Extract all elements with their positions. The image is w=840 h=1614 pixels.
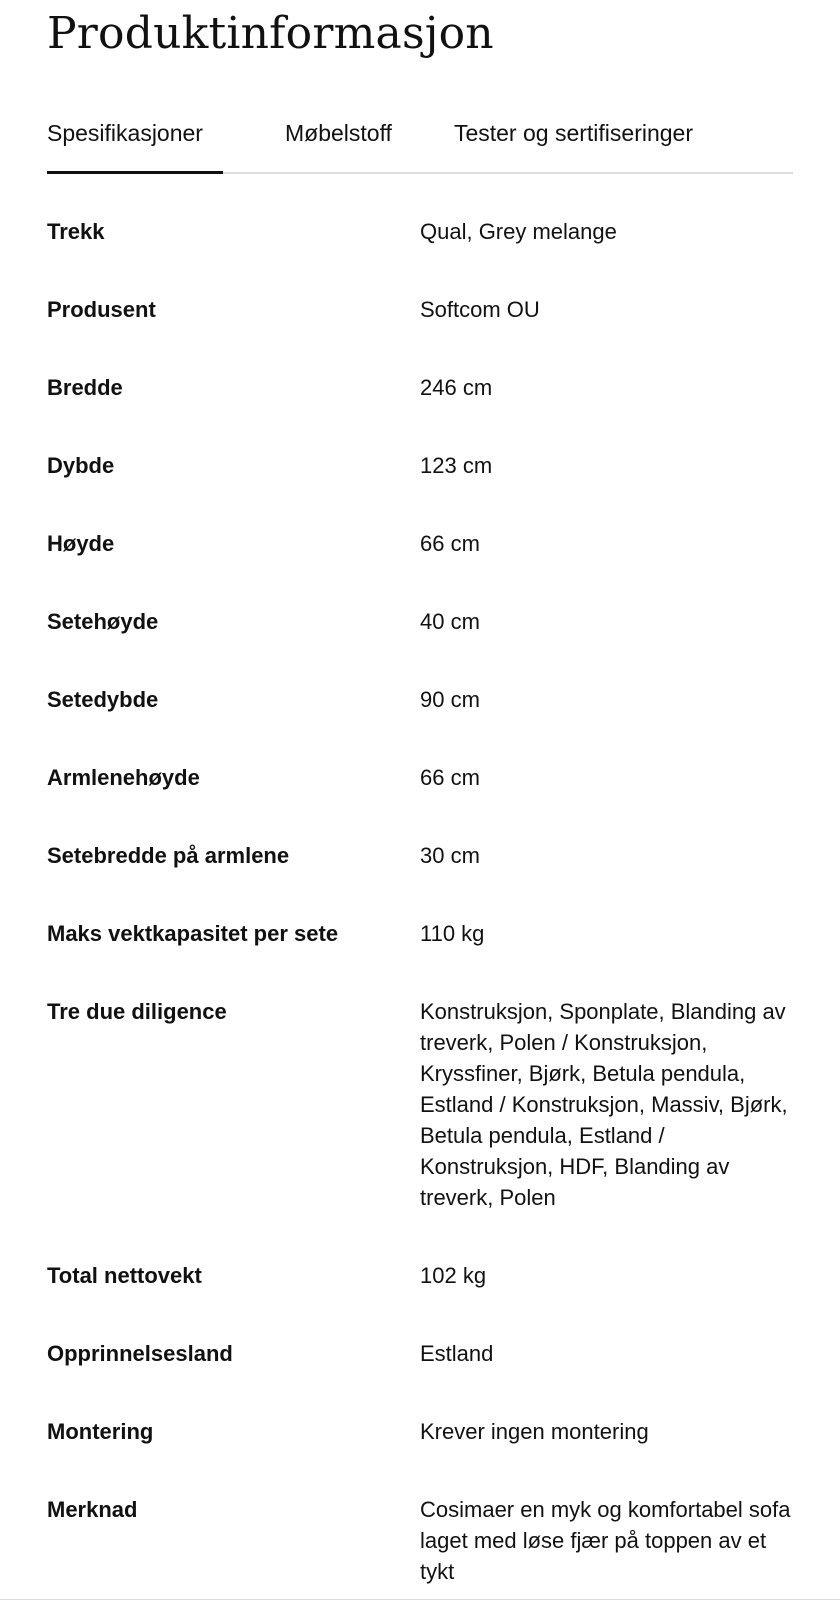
spec-value: Estland [420, 1341, 494, 1366]
spec-value: 40 cm [420, 609, 480, 634]
spec-label: Bredde [47, 375, 123, 400]
spec-label: Armlenehøyde [47, 765, 200, 790]
spec-label: Maks vektkapasitet per sete [47, 921, 339, 946]
spec-label: Høyde [47, 531, 115, 556]
spec-row-armlenehoyde [47, 742, 793, 820]
spec-row-dybde [47, 430, 793, 508]
spec-value: 66 cm [420, 765, 480, 790]
spec-row-total-nettovekt [47, 1240, 793, 1318]
spec-value: Krever ingen montering [420, 1419, 649, 1444]
page-title: Produktinformasjon [47, 8, 494, 59]
spec-value: 246 cm [420, 375, 493, 400]
spec-label: Trekk [47, 219, 105, 244]
spec-value: 90 cm [420, 687, 480, 712]
spec-label: Setedybde [47, 687, 159, 712]
spec-value: Cosimaer en myk og komfortabel sofa laget med løse fjær på toppen av et tykt [420, 1497, 791, 1584]
spec-value: 66 cm [420, 531, 480, 556]
product-info-section [47, 0, 793, 1584]
spec-row-setedybde [47, 664, 793, 742]
product-info-tabs [47, 100, 793, 174]
spec-value: 102 kg [420, 1263, 487, 1288]
spec-label: Total nettovekt [47, 1263, 202, 1288]
spec-row-bredde [47, 352, 793, 430]
spec-value: Konstruksjon, Sponplate, Blanding av treverk, Polen / Konstruksjon, Kryssfiner, Bjørk, Betula pendula, Estland / Konstruksjon, Massiv, Bjørk, Betula pendula, Estland / Konstruksjon, HDF, Blanding av treverk, Polen [420, 999, 788, 1210]
spec-label: Setebredde på armlene [47, 843, 290, 868]
spec-row-hoyde [47, 508, 793, 586]
spec-row-produsent [47, 274, 793, 352]
spec-label: Setehøyde [47, 609, 159, 634]
spec-value: 30 cm [420, 843, 480, 868]
spec-row-maks-vektkapasitet [47, 898, 793, 976]
specification-list [47, 196, 793, 1614]
spec-row-tre-due-diligence [47, 976, 793, 1240]
spec-value: 123 cm [420, 453, 493, 478]
spec-label: Montering [47, 1419, 154, 1444]
spec-row-merknad [47, 1474, 793, 1614]
spec-row-montering [47, 1396, 793, 1474]
spec-row-setehoyde [47, 586, 793, 664]
spec-row-trekk [47, 196, 793, 274]
spec-row-opprinnelsesland [47, 1318, 793, 1396]
spec-value: 110 kg [420, 921, 485, 946]
tab-tester-og-sertifiseringer[interactable]: Tester og sertifiseringer [453, 120, 693, 146]
spec-value: Qual, Grey melange [420, 219, 617, 244]
tab-spesifikasjoner[interactable]: Spesifikasjoner [47, 100, 223, 172]
spec-label: Opprinnelsesland [47, 1341, 233, 1366]
spec-row-setebredde-pa-armlene [47, 820, 793, 898]
spec-label: Produsent [47, 297, 156, 322]
spec-value: Softcom OU [420, 297, 540, 322]
spec-label: Tre due diligence [47, 999, 227, 1024]
tab-mobelstoff[interactable]: Møbelstoff [285, 120, 392, 146]
spec-label: Dybde [47, 453, 115, 478]
spec-label: Merknad [47, 1497, 138, 1522]
